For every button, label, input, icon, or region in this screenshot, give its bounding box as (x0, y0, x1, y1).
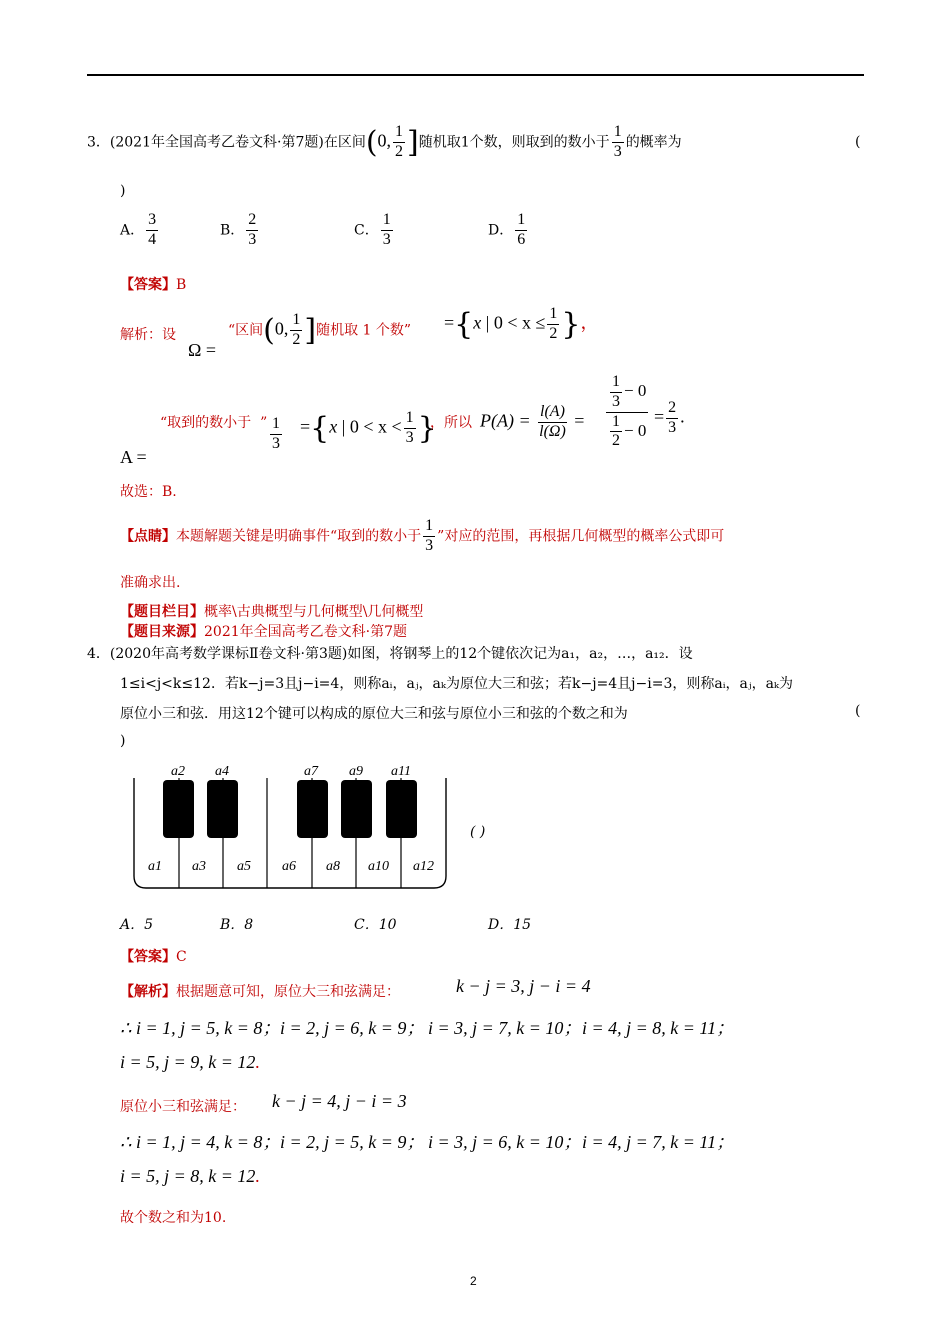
white-key-label: a8 (326, 859, 340, 874)
q4-stem-line2: 1≤i<j<k≤12．若k−j=3且j−i=4，则称aᵢ，aⱼ，aₖ为原位大三和弦；若k−j=4且j−i=3，则称aᵢ，aⱼ，aₖ为 (120, 676, 794, 692)
q4-option-c: C．10 (354, 917, 397, 933)
q4-minor-sol-2: i = 2, j = 5, k = 9； (280, 1132, 425, 1152)
q4-minor-sol-3: i = 3, j = 6, k = 10； (428, 1132, 582, 1152)
black-key-label: a7 (304, 764, 318, 779)
q4-analysis: 【解析】根据题意可知，原位大三和弦满足： (120, 984, 400, 1000)
q3-omega-def: “区间(0, $\frac{1}{2}$ ]随机取 1 个数” (228, 311, 412, 348)
black-key-label: a2 (171, 764, 185, 779)
q3-probability: P(A) = $\frac{l(A)}{l(\Omega)}$ = (480, 403, 585, 440)
q4-option-a: A．5 (120, 917, 154, 933)
black-key (341, 780, 372, 838)
q3-event-set: ={x | 0 < x < $\frac{1}{3}$ } (300, 409, 437, 446)
black-key (297, 780, 328, 838)
q4-major-sol-1: ∴ i = 1, j = 5, k = 8； (120, 1018, 281, 1038)
q4-major-sol-4: i = 4, j = 8, k = 11； (582, 1018, 735, 1038)
header-rule (87, 74, 864, 76)
q3-option-a: A． $\frac{3}{4}$ (120, 211, 157, 248)
q3-paren-close: ) (120, 183, 126, 199)
q3-event-third: $\frac{1}{3}$ (272, 415, 280, 452)
white-key-label: a6 (282, 859, 296, 874)
q3-option-b: B． $\frac{2}{3}$ (220, 211, 257, 248)
black-key (163, 780, 194, 838)
page-number: 2 (470, 1274, 477, 1288)
q3-prob-result: = $\frac{2}{3}$ . (654, 399, 685, 436)
q3-paren-open: ( (855, 134, 861, 150)
q4-blank: ( ) (470, 824, 486, 840)
black-key-label: a4 (215, 764, 229, 779)
q4-minor-sol-4: i = 4, j = 7, k = 11； (582, 1132, 735, 1152)
q3-answer: 【答案】B (120, 277, 187, 293)
q3-option-c: C． $\frac{1}{3}$ (354, 211, 391, 248)
q3-a-eq: A = (120, 447, 147, 467)
q4-paren-open: ( (855, 703, 861, 719)
white-key-label: a10 (368, 859, 389, 874)
q3-stem: 3．(2021年全国高考乙卷文科·第7题)在区间(0, $\frac{1}{2}$ ]随机取1个数，则取到的数小于 $\frac{1}{3}$ 的概率为 (87, 123, 682, 160)
q4-major-condition: k − j = 3, j − i = 4 (456, 976, 591, 996)
white-key-label: a5 (237, 859, 251, 874)
black-key-label: a11 (391, 764, 411, 779)
q4-answer: 【答案】C (120, 949, 187, 965)
q3-dianjing: 【点睛】本题解题关键是明确事件“取到的数小于 $\frac{1}{3}$ ”对应的范围，再根据几何概型的概率公式即可 (120, 517, 725, 554)
q3-option-d: D． $\frac{1}{6}$ (488, 211, 526, 248)
q4-paren-close: ) (120, 733, 126, 749)
q3-source: 【题目来源】2021年全国高考乙卷文科·第7题 (120, 624, 407, 640)
q3-dianjing-cont: 准确求出. (120, 575, 181, 591)
q3-column: 【题目栏目】概率\古典概型与几何概型\几何概型 (120, 604, 424, 620)
q3-omega-eq: Ω = (188, 340, 217, 360)
q3-prob-big-frac: $\frac{1}{3}$ − 0 $\frac{1}{2}$ − 0 (604, 374, 650, 450)
q4-stem-line3: 原位小三和弦．用这12个键可以构成的原位大三和弦与原位小三和弦的个数之和为 (120, 706, 628, 722)
q4-option-b: B．8 (220, 917, 254, 933)
black-key (207, 780, 238, 838)
q4-minor-sol-5: i = 5, j = 8, k = 12. (120, 1166, 260, 1186)
q4-minor-sol-1: ∴ i = 1, j = 4, k = 8； (120, 1132, 281, 1152)
q4-major-sol-2: i = 2, j = 6, k = 9； (280, 1018, 425, 1038)
q4-minor-condition: k − j = 4, j − i = 3 (272, 1091, 407, 1111)
q3-conclusion: 故选：B. (120, 484, 177, 500)
black-key (386, 780, 417, 838)
q3-solution-prefix: 解析：设 (120, 327, 176, 343)
black-key-label: a9 (349, 764, 363, 779)
white-key-label: a3 (192, 859, 206, 874)
piano-diagram (125, 758, 455, 893)
q3-event-def: “取到的数小于 ” (160, 415, 268, 431)
q4-final: 故个数之和为10. (120, 1210, 227, 1226)
q4-major-sol-5: i = 5, j = 9, k = 12. (120, 1052, 260, 1072)
q4-minor-text: 原位小三和弦满足： (120, 1099, 246, 1115)
q3-suoyi: ，所以 (430, 415, 472, 431)
q4-major-sol-3: i = 3, j = 7, k = 10； (428, 1018, 582, 1038)
q4-stem-line1: 4．(2020年高考数学课标Ⅱ卷文科·第3题)如图，将钢琴上的12个键依次记为a₁，a₂，…，a₁₂．设 (87, 646, 693, 662)
q4-option-d: D．15 (488, 917, 532, 933)
q3-omega-set: ={x | 0 < x ≤ $\frac{1}{2}$ }， (444, 305, 599, 342)
white-key-label: a12 (413, 859, 434, 874)
white-key-label: a1 (148, 859, 162, 874)
